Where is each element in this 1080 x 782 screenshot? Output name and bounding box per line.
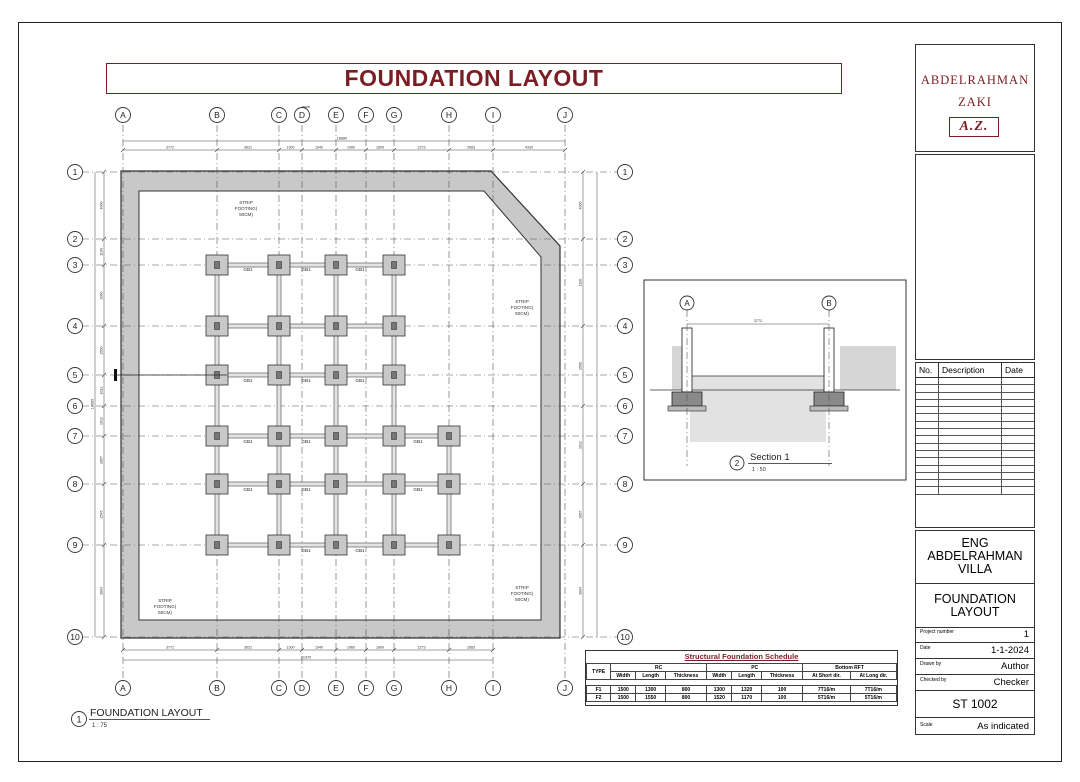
beam-label-6: GB1 — [243, 439, 253, 444]
strip-footing-label-0-2: 50CM) — [239, 212, 253, 217]
right-dimension-label-2: 2500 — [578, 362, 583, 370]
bottom-dimension-label-6: 2273 — [417, 645, 426, 650]
schedule-cell: 1300 — [636, 686, 666, 694]
revision-cell — [1002, 465, 1035, 472]
revision-row — [916, 465, 1034, 472]
revision-cell — [939, 443, 1002, 450]
bottom-dimension-label-2: 1300 — [286, 645, 295, 650]
strip-footing-label-3-2: 50CM) — [515, 597, 529, 602]
section-span-dimension: 3772 — [753, 319, 763, 323]
revision-cell — [916, 480, 939, 487]
revision-cell — [1002, 443, 1035, 450]
revision-row — [916, 392, 1034, 399]
logo-line-2: ZAKI — [958, 95, 992, 109]
beam-label-4: GB1 — [301, 378, 311, 383]
foundation-schedule — [585, 650, 898, 706]
revision-cell — [916, 465, 939, 472]
section-soil-middle — [690, 376, 826, 442]
grid-bubble-left-4-label: 4 — [72, 321, 78, 332]
top-dimension-label-4: 1960 — [347, 145, 355, 150]
revision-cell — [939, 385, 1002, 392]
right-dimension-label-4: 2857 — [578, 510, 583, 519]
logo-box — [915, 44, 1035, 152]
revision-cell — [1002, 429, 1035, 436]
revision-cell — [916, 429, 939, 436]
revision-cell — [939, 407, 1002, 414]
revision-cell — [939, 429, 1002, 436]
left-dimension-label-6: 2857 — [99, 456, 104, 464]
bottom-dimension-label-5: 1809 — [376, 645, 384, 650]
strip-footing-label-2-1: FOOTING( — [153, 604, 177, 609]
grade-beam-v-3 — [392, 265, 396, 545]
date-row — [916, 643, 1034, 659]
grid-bubble-right-9-label: 9 — [622, 540, 628, 551]
project-number-label: Project number — [920, 629, 954, 635]
grid-bubble-top-J-label: J — [562, 110, 568, 121]
revision-row — [916, 421, 1034, 428]
schedule-cell: 800 — [665, 694, 706, 702]
column-18 — [334, 481, 339, 488]
beam-label-7: GB1 — [301, 439, 311, 444]
top-dimension-label-7: 2683 — [467, 145, 475, 150]
strip-footing-label-0-1: FOOTING( — [234, 206, 258, 211]
revision-cell — [916, 487, 939, 494]
revision-cell — [939, 472, 1002, 479]
schedule-rft-header: Bottom RFT — [803, 664, 897, 672]
revision-cell — [916, 472, 939, 479]
schedule-sub-header: Length — [636, 672, 666, 680]
column-16 — [215, 481, 220, 488]
grade-beam-v-0 — [215, 265, 219, 545]
revision-cell — [916, 407, 939, 414]
grid-bubble-bottom-D-label: D — [298, 683, 306, 694]
drawing-title: FOUNDATION LAYOUT — [344, 65, 604, 91]
grid-bubble-top-A-label: A — [120, 110, 126, 121]
strip-footing-label-1-0: STRIP — [515, 299, 529, 304]
strip-footing-label-3-0: STRIP — [515, 585, 529, 590]
grid-bubble-bottom-F-label: F — [363, 683, 369, 694]
title-banner — [106, 63, 842, 94]
grid-bubble-left-2-label: 2 — [72, 234, 78, 245]
revision-cell — [916, 399, 939, 406]
view-1-scale: 1 : 75 — [92, 723, 108, 729]
grid-bubble-left-5-label: 5 — [72, 370, 78, 381]
grid-bubble-right-7-label: 7 — [622, 431, 628, 442]
grid-bubble-right-1-label: 1 — [622, 167, 628, 178]
schedule-sub-header: At Short dir. — [803, 672, 850, 680]
column-26 — [447, 542, 452, 549]
rev-header-description: Description — [939, 363, 1002, 378]
revision-cell — [1002, 472, 1035, 479]
schedule-rc-header: RC — [611, 664, 707, 672]
revision-cell — [1002, 414, 1035, 421]
revision-row — [916, 450, 1034, 457]
revision-cell — [1002, 399, 1035, 406]
grid-bubble-left-3-label: 3 — [72, 260, 78, 271]
bottom-dimension-label-3: 1940 — [315, 645, 323, 650]
grid-bubble-left-7-label: 7 — [72, 431, 78, 442]
revision-cell — [939, 436, 1002, 443]
column-17 — [277, 481, 282, 488]
project-number-row — [916, 627, 1034, 643]
revision-cell — [939, 399, 1002, 406]
drawn-by-row — [916, 659, 1034, 675]
left-dimension-label-2: 3000 — [99, 291, 104, 300]
schedule-sub-header: Width — [707, 672, 732, 680]
project-number-value: 1 — [1023, 629, 1029, 640]
beam-label-8: GB1 — [413, 439, 423, 444]
column-7 — [392, 323, 397, 330]
column-21 — [277, 542, 282, 549]
beam-label-9: GB1 — [243, 487, 253, 492]
column-25 — [447, 481, 452, 488]
column-9 — [277, 372, 282, 379]
sheet-title-line-2: LAYOUT — [950, 605, 1000, 619]
project-name-line-3: VILLA — [957, 562, 993, 576]
grid-bubble-right-2-label: 2 — [622, 234, 628, 245]
revision-cell — [1002, 487, 1035, 494]
beam-label-10: GB1 — [301, 487, 311, 492]
scale-value: As indicated — [977, 721, 1029, 732]
strip-footing-label-3-1: FOOTING( — [510, 591, 534, 596]
section-bubble-B-label: B — [826, 299, 832, 308]
left-dimension-label-4: 1612 — [99, 386, 104, 395]
revision-cell — [1002, 378, 1035, 385]
schedule-sub-header: At Long dir. — [850, 672, 896, 680]
strip-footing-label-0-0: STRIP — [239, 200, 253, 205]
left-dimension-label-5: 1612 — [99, 417, 104, 425]
grade-beam-v-1 — [277, 265, 281, 545]
revision-cell — [1002, 385, 1035, 392]
grid-bubble-bottom-H-label: H — [445, 683, 453, 694]
notes-box — [915, 154, 1035, 360]
revision-row — [916, 436, 1034, 443]
revision-cell — [939, 458, 1002, 465]
date-value: 1-1-2024 — [990, 645, 1029, 656]
grade-beam-v-2 — [334, 265, 338, 545]
schedule-row — [587, 694, 897, 702]
column-1 — [277, 262, 282, 269]
logo-line-1: ABDELRAHMAN — [920, 73, 1030, 87]
column-14 — [334, 433, 339, 440]
grid-bubble-left-6-label: 6 — [72, 401, 78, 412]
schedule-cell: 1550 — [636, 694, 666, 702]
top-dimension-label-1: 3631 — [244, 145, 252, 150]
date-label: Date — [920, 645, 931, 651]
schedule-cell: 100 — [761, 694, 802, 702]
revision-row — [916, 429, 1034, 436]
beam-label-3: GB1 — [243, 378, 253, 383]
top-overall-dimension: 18680 — [336, 136, 348, 141]
column-24 — [447, 433, 452, 440]
grid-bubble-bottom-B-label: B — [214, 683, 220, 694]
section-title: Section 1 — [750, 452, 790, 463]
column-3 — [392, 262, 397, 269]
beam-label-11: GB1 — [413, 487, 423, 492]
schedule-cell: 5T16/m — [850, 694, 896, 702]
drawn-by-value: Author — [1001, 661, 1029, 672]
left-dimension-label-1: 1100 — [99, 248, 104, 256]
foundation-plan — [68, 107, 633, 729]
schedule-sub-header: Thickness — [761, 672, 802, 680]
revision-row — [916, 443, 1034, 450]
revision-cell — [939, 465, 1002, 472]
revision-box — [915, 362, 1035, 528]
revision-cell — [1002, 450, 1035, 457]
bottom-dimension-label-4: 1960 — [347, 645, 355, 650]
schedule-pc-header: PC — [707, 664, 803, 672]
revision-cell — [1002, 421, 1035, 428]
grid-bubble-right-10-label: 10 — [620, 632, 630, 643]
section-view — [644, 280, 906, 480]
column-11 — [392, 372, 397, 379]
schedule-cell: 1300 — [707, 686, 732, 694]
grid-bubble-bottom-C-label: C — [275, 683, 283, 694]
section-scale: 1 : 50 — [752, 467, 766, 473]
view-1-title: FOUNDATION LAYOUT — [90, 707, 203, 719]
revision-cell — [916, 414, 939, 421]
revision-cell — [939, 421, 1002, 428]
column-6 — [334, 323, 339, 330]
column-23 — [392, 542, 397, 549]
revision-row — [916, 407, 1034, 414]
grid-bubble-left-10-label: 10 — [70, 632, 80, 643]
grid-bubble-top-I-label: I — [491, 110, 495, 121]
grid-bubble-top-H-label: H — [445, 110, 453, 121]
right-dimension-label-3: 1612 — [578, 441, 583, 449]
grade-beam-h-4 — [217, 482, 394, 486]
beam-label-2: GB1 — [355, 267, 365, 272]
rev-header-no: No. — [916, 363, 939, 378]
right-dimension-label-0: 4000 — [578, 201, 583, 210]
right-dimension-label-5: 3004 — [578, 587, 583, 595]
revision-cell — [939, 378, 1002, 385]
column-19 — [392, 481, 397, 488]
grid-bubble-left-9-label: 9 — [72, 540, 78, 551]
project-name-line-1: ENG — [961, 536, 989, 550]
grid-bubble-bottom-A-label: A — [120, 683, 126, 694]
grid-bubble-bottom-J-label: J — [562, 683, 568, 694]
schedule-cell: 1170 — [732, 694, 762, 702]
left-dimension-label-7: 2545 — [99, 510, 104, 519]
rev-header-date: Date — [1002, 363, 1035, 378]
checked-by-label: Checked by — [920, 677, 947, 683]
revision-row — [916, 385, 1034, 392]
revision-cell — [916, 385, 939, 392]
bottom-overall-dimension: 21370 — [300, 655, 312, 660]
section-cut-head — [114, 369, 117, 381]
section-view-number: 2 — [734, 459, 740, 468]
schedule-cell: 1520 — [707, 694, 732, 702]
revision-cell — [916, 450, 939, 457]
schedule-sub-header: Length — [732, 672, 762, 680]
strip-footing-label-2-0: STRIP — [158, 598, 172, 603]
schedule-cell: 1500 — [611, 686, 636, 694]
column-22 — [334, 542, 339, 549]
column-5 — [277, 323, 282, 330]
schedule-type-header: TYPE — [587, 664, 611, 680]
project-name-line-2: ABDELRAHMAN — [927, 549, 1023, 563]
revision-cell — [916, 378, 939, 385]
section-soil-right — [840, 346, 896, 390]
top-dimension-label-5: 1809 — [376, 145, 384, 150]
revision-row — [916, 378, 1034, 385]
strip-footing-label-1-1: FOOTING( — [510, 305, 534, 310]
column-10 — [334, 372, 339, 379]
project-box — [915, 530, 1035, 735]
beam-label-0: GB1 — [243, 267, 253, 272]
logo-mark: A.Z. — [949, 117, 999, 137]
checked-by-row — [916, 675, 1034, 691]
grid-bubble-top-F-label: F — [363, 110, 369, 121]
grid-bubble-top-C-label: C — [275, 110, 283, 121]
revision-row — [916, 458, 1034, 465]
grid-bubble-right-4-label: 4 — [622, 321, 628, 332]
schedule-cell: 1320 — [732, 686, 762, 694]
schedule-cell: F1 — [587, 686, 611, 694]
schedule-sub-header: Thickness — [665, 672, 706, 680]
grid-bubble-left-1-label: 1 — [72, 167, 78, 178]
grade-beam-h-1 — [217, 324, 394, 328]
column-13 — [277, 433, 282, 440]
grid-bubble-right-5-label: 5 — [622, 370, 628, 381]
grid-bubble-bottom-I-label: I — [491, 683, 495, 694]
column-4 — [215, 323, 220, 330]
revision-cell — [939, 480, 1002, 487]
column-15 — [392, 433, 397, 440]
revision-cell — [1002, 392, 1035, 399]
grid-bubble-right-3-label: 3 — [622, 260, 628, 271]
top-dimension-label-0: 3772 — [166, 145, 174, 150]
revision-cell — [916, 443, 939, 450]
revision-row — [916, 480, 1034, 487]
grade-beam-h-5 — [217, 543, 394, 547]
top-dimension-label-2: 1300 — [286, 145, 295, 150]
schedule-sub-header: Width — [611, 672, 636, 680]
schedule-table — [586, 663, 897, 702]
schedule-cell: 5T16/m — [803, 694, 850, 702]
revision-cell — [1002, 480, 1035, 487]
section-bubble-A-label: A — [684, 299, 690, 308]
grid-bubble-bottom-E-label: E — [333, 683, 339, 694]
schedule-cell: 100 — [761, 686, 802, 694]
revision-cell — [1002, 436, 1035, 443]
strip-footing-label-1-2: 50CM) — [515, 311, 529, 316]
top-dimension-label-6: 2273 — [417, 145, 426, 150]
strip-footing-label-2-2: 50CM) — [158, 610, 172, 615]
column-12 — [215, 433, 220, 440]
beam-label-5: GB1 — [355, 378, 365, 383]
schedule-cell: F2 — [587, 694, 611, 702]
grid-bubble-top-B-label: B — [214, 110, 220, 121]
schedule-cell: 7T16/m — [850, 686, 896, 694]
revision-cell — [939, 450, 1002, 457]
beam-label-12: GB1 — [301, 548, 311, 553]
grid-bubble-right-6-label: 6 — [622, 401, 628, 412]
grid-bubble-right-8-label: 8 — [622, 479, 628, 490]
sheet-number: ST 1002 — [952, 697, 998, 711]
schedule-cell: 7T16/m — [803, 686, 850, 694]
grade-beam-h-3 — [217, 434, 394, 438]
right-dimension-label-1: 1100 — [578, 278, 583, 287]
revision-row — [916, 414, 1034, 421]
revision-cell — [1002, 407, 1035, 414]
beam-label-13: GB1 — [355, 548, 365, 553]
grid-bubble-left-8-label: 8 — [72, 479, 78, 490]
revision-cell — [916, 392, 939, 399]
bottom-dimension-label-7: 2683 — [467, 645, 475, 650]
revision-cell — [916, 458, 939, 465]
column-20 — [215, 542, 220, 549]
top-dimension-label-3: 1940 — [315, 145, 323, 150]
left-overall-dimension: 19695 — [90, 398, 95, 410]
revision-row — [916, 487, 1034, 494]
grid-bubble-top-D-label: D — [298, 110, 306, 121]
schedule-row — [587, 686, 897, 694]
beam-label-1: GB1 — [301, 267, 311, 272]
revision-table — [916, 363, 1034, 495]
revision-row — [916, 399, 1034, 406]
grid-bubble-bottom-G-label: G — [390, 683, 398, 694]
revision-cell — [1002, 458, 1035, 465]
schedule-cell: 800 — [665, 686, 706, 694]
revision-cell — [916, 421, 939, 428]
view-1-number: 1 — [76, 714, 82, 725]
grid-bubble-top-G-label: G — [390, 110, 398, 121]
schedule-title: Structural Foundation Schedule — [684, 652, 799, 661]
schedule-cell: 1500 — [611, 694, 636, 702]
left-dimension-label-0: 4000 — [99, 201, 104, 210]
column-0 — [215, 262, 220, 269]
grid-bubble-top-E-label: E — [333, 110, 339, 121]
scale-label: Scale — [920, 722, 933, 728]
bottom-dimension-label-0: 3772 — [166, 645, 174, 650]
revision-cell — [939, 487, 1002, 494]
grade-beam-h-2 — [217, 373, 394, 377]
drawn-by-label: Drawn by — [920, 661, 942, 667]
left-dimension-label-8: 3004 — [99, 587, 104, 595]
column-2 — [334, 262, 339, 269]
checked-by-value: Checker — [993, 677, 1029, 688]
top-dimension-label-8: 4330 — [525, 145, 533, 150]
bottom-dimension-label-1: 3631 — [244, 645, 252, 650]
revision-row — [916, 472, 1034, 479]
revision-cell — [939, 392, 1002, 399]
revision-cell — [916, 436, 939, 443]
sheet-title-line-1: FOUNDATION — [934, 592, 1016, 606]
revision-cell — [939, 414, 1002, 421]
left-dimension-label-3: 2500 — [99, 346, 104, 355]
